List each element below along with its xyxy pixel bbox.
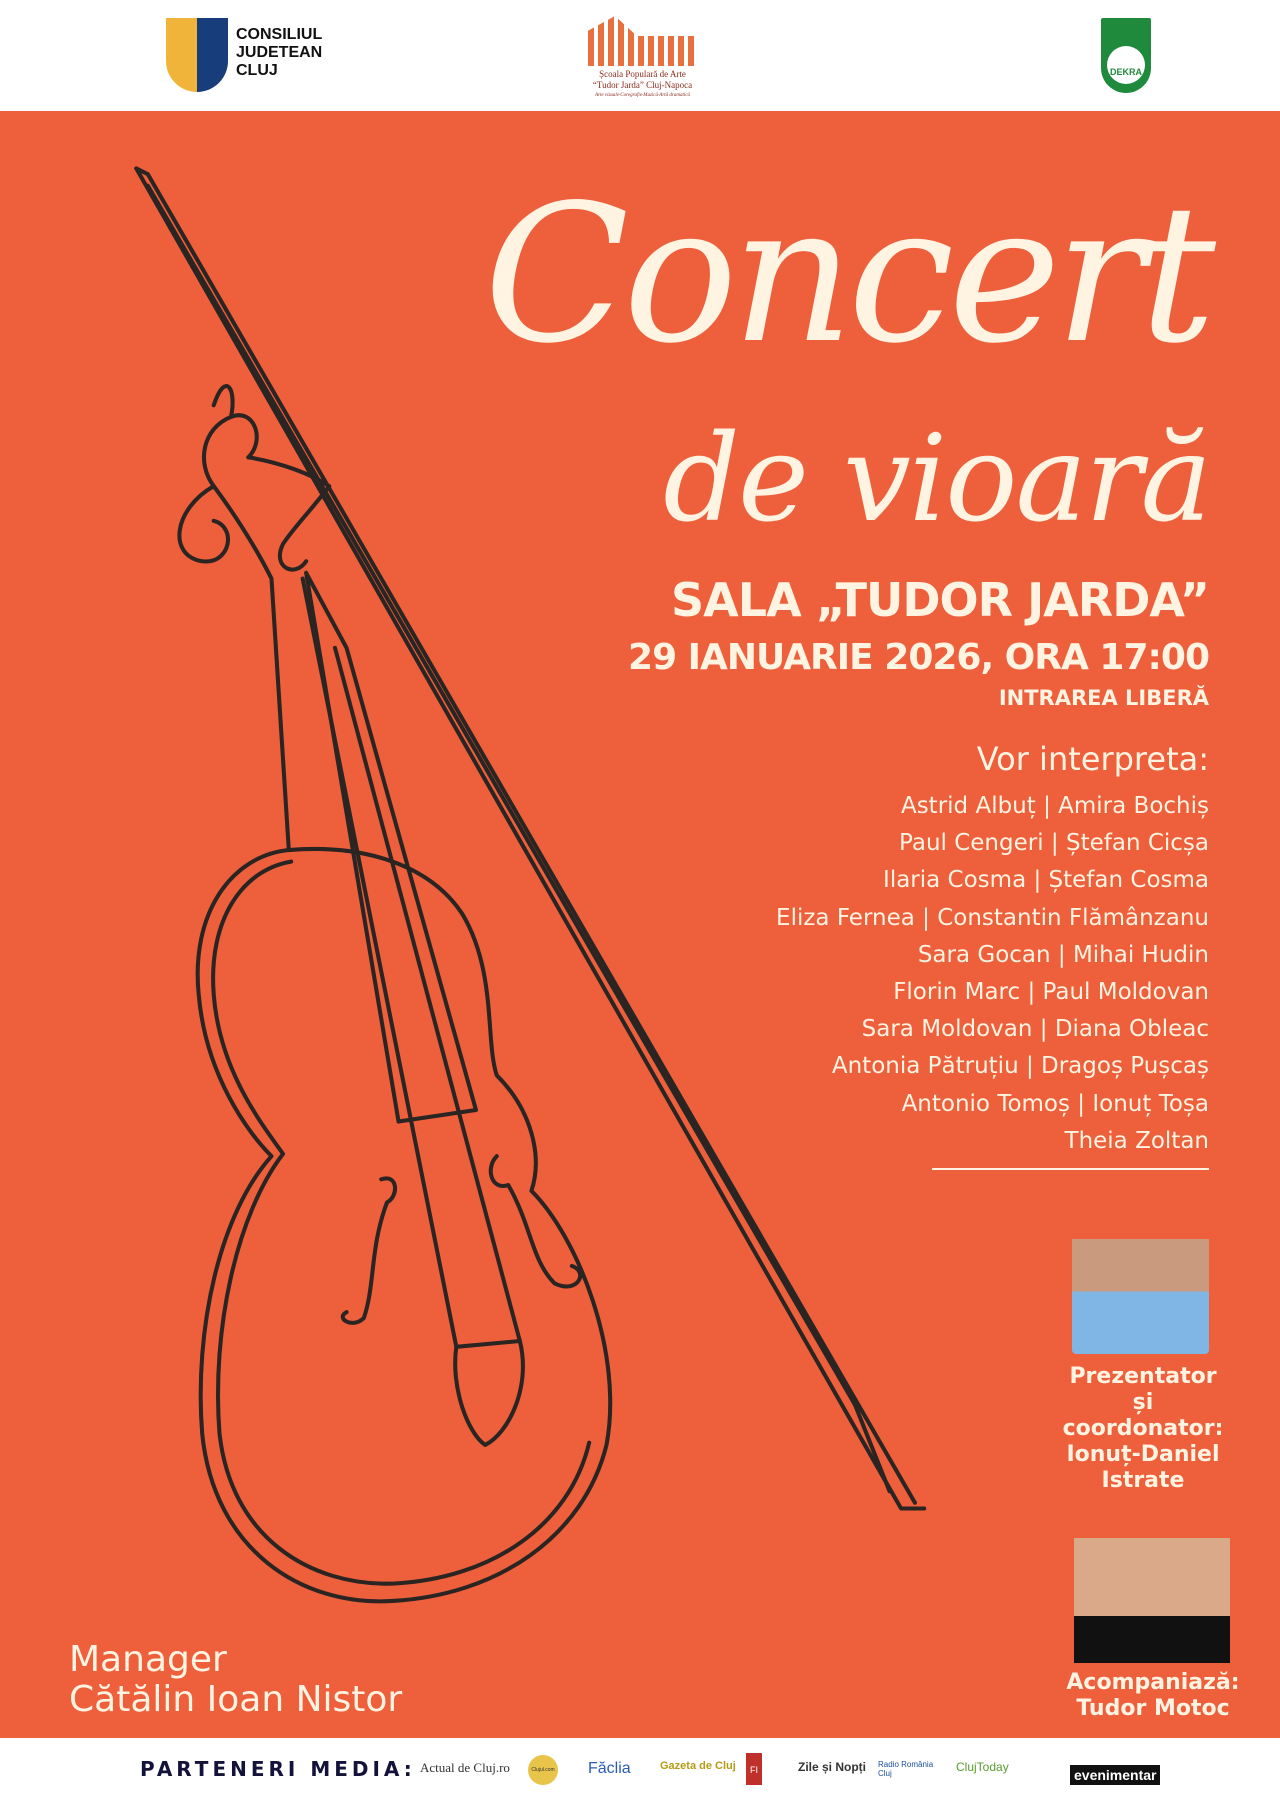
- performer-line: Astrid Albuț | Amira Bochiș: [900, 793, 1209, 819]
- accompanist-name: Tudor Motoc: [1076, 1696, 1230, 1721]
- partner-logo: Făclia: [588, 1760, 631, 1777]
- building-icon: [588, 16, 698, 66]
- logo-text: CONSILIUL: [236, 26, 323, 43]
- presenter-role: Prezentator: [1069, 1364, 1217, 1389]
- manager-credit: [69, 1640, 402, 1720]
- performer-line: Paul Cengeri | Ștefan Cicșa: [899, 830, 1209, 857]
- manager-name: Cătălin Ioan Nistor: [69, 1679, 403, 1720]
- performer-line: Eliza Fernea | Constantin Flămânzanu: [776, 904, 1209, 931]
- partner-logo: Radio România Cluj: [878, 1760, 934, 1778]
- free-entry: INTRAREA LIBERĂ: [998, 686, 1209, 710]
- manager-role: Manager: [69, 1639, 227, 1680]
- logo-text: CLUJ: [236, 62, 278, 79]
- partner-logo: FI: [746, 1753, 762, 1785]
- logo-text: Școala Populară de Arte: [599, 69, 686, 79]
- coat-of-arms-icon: [166, 18, 228, 92]
- media-partners-label: PARTENERI MEDIA:: [140, 1757, 416, 1781]
- performer-line: Sara Gocan | Mihai Hudin: [917, 941, 1209, 968]
- partner-logo: evenimentar: [1070, 1765, 1160, 1785]
- logo-consiliul-judetean-cluj: [166, 18, 326, 92]
- logo-text: JUDETEAN: [236, 44, 323, 61]
- venue: SALA „TUDOR JARDA”: [671, 573, 1209, 627]
- title-concert: Concert: [483, 164, 1210, 385]
- accompanist-role: Acompaniază:: [1066, 1670, 1240, 1695]
- presenter-role: și coordonator:: [1062, 1390, 1224, 1441]
- performer-line: Ilaria Cosma | Ștefan Cosma: [883, 867, 1209, 894]
- presenter-caption: [1050, 1364, 1236, 1494]
- accompanist-caption: [1060, 1670, 1246, 1722]
- partner-logo: Gazeta de Cluj: [660, 1760, 736, 1772]
- partner-logo: ClujToday: [956, 1760, 1009, 1774]
- presenter-name: Istrate: [1101, 1468, 1185, 1493]
- performer-line: Florin Marc | Paul Moldovan: [893, 979, 1209, 1006]
- logo-text: Arte vizuale·Coregrafie·Muzică·Artă dramatică: [595, 93, 690, 98]
- performer-line: Theia Zoltan: [1064, 1127, 1209, 1154]
- performer-line: Antonia Pătruțiu | Dragoș Pușcaș: [831, 1053, 1209, 1080]
- partner-logo: Zile și Nopți: [798, 1760, 867, 1774]
- logo-text: “Tudor Jarda” Cluj-Napoca: [592, 80, 693, 90]
- logo-dekra: [1101, 18, 1151, 93]
- title-de-vioara: de vioară: [663, 410, 1210, 549]
- partner-logo: Clujul.com: [528, 1755, 558, 1785]
- header: [0, 0, 1280, 111]
- performers-list: [776, 788, 1209, 1160]
- event-datetime: 29 IANUARIE 2026, ORA 17:00: [628, 637, 1209, 678]
- presenter-photo: [1072, 1190, 1209, 1354]
- presenter-name: Ionuț-Daniel: [1066, 1442, 1220, 1467]
- logo-scoala-populara: [580, 16, 705, 101]
- accompanist-photo: [1074, 1507, 1230, 1663]
- partner-logo: Actual de Cluj.ro: [420, 1760, 510, 1775]
- divider: [932, 1168, 1209, 1170]
- performer-line: Sara Moldovan | Diana Obleac: [861, 1016, 1209, 1043]
- logo-text: DEKRA: [1107, 46, 1145, 84]
- performer-line: Antonio Tomoș | Ionuț Toșa: [901, 1090, 1209, 1117]
- performers-heading: Vor interpreta:: [976, 740, 1209, 778]
